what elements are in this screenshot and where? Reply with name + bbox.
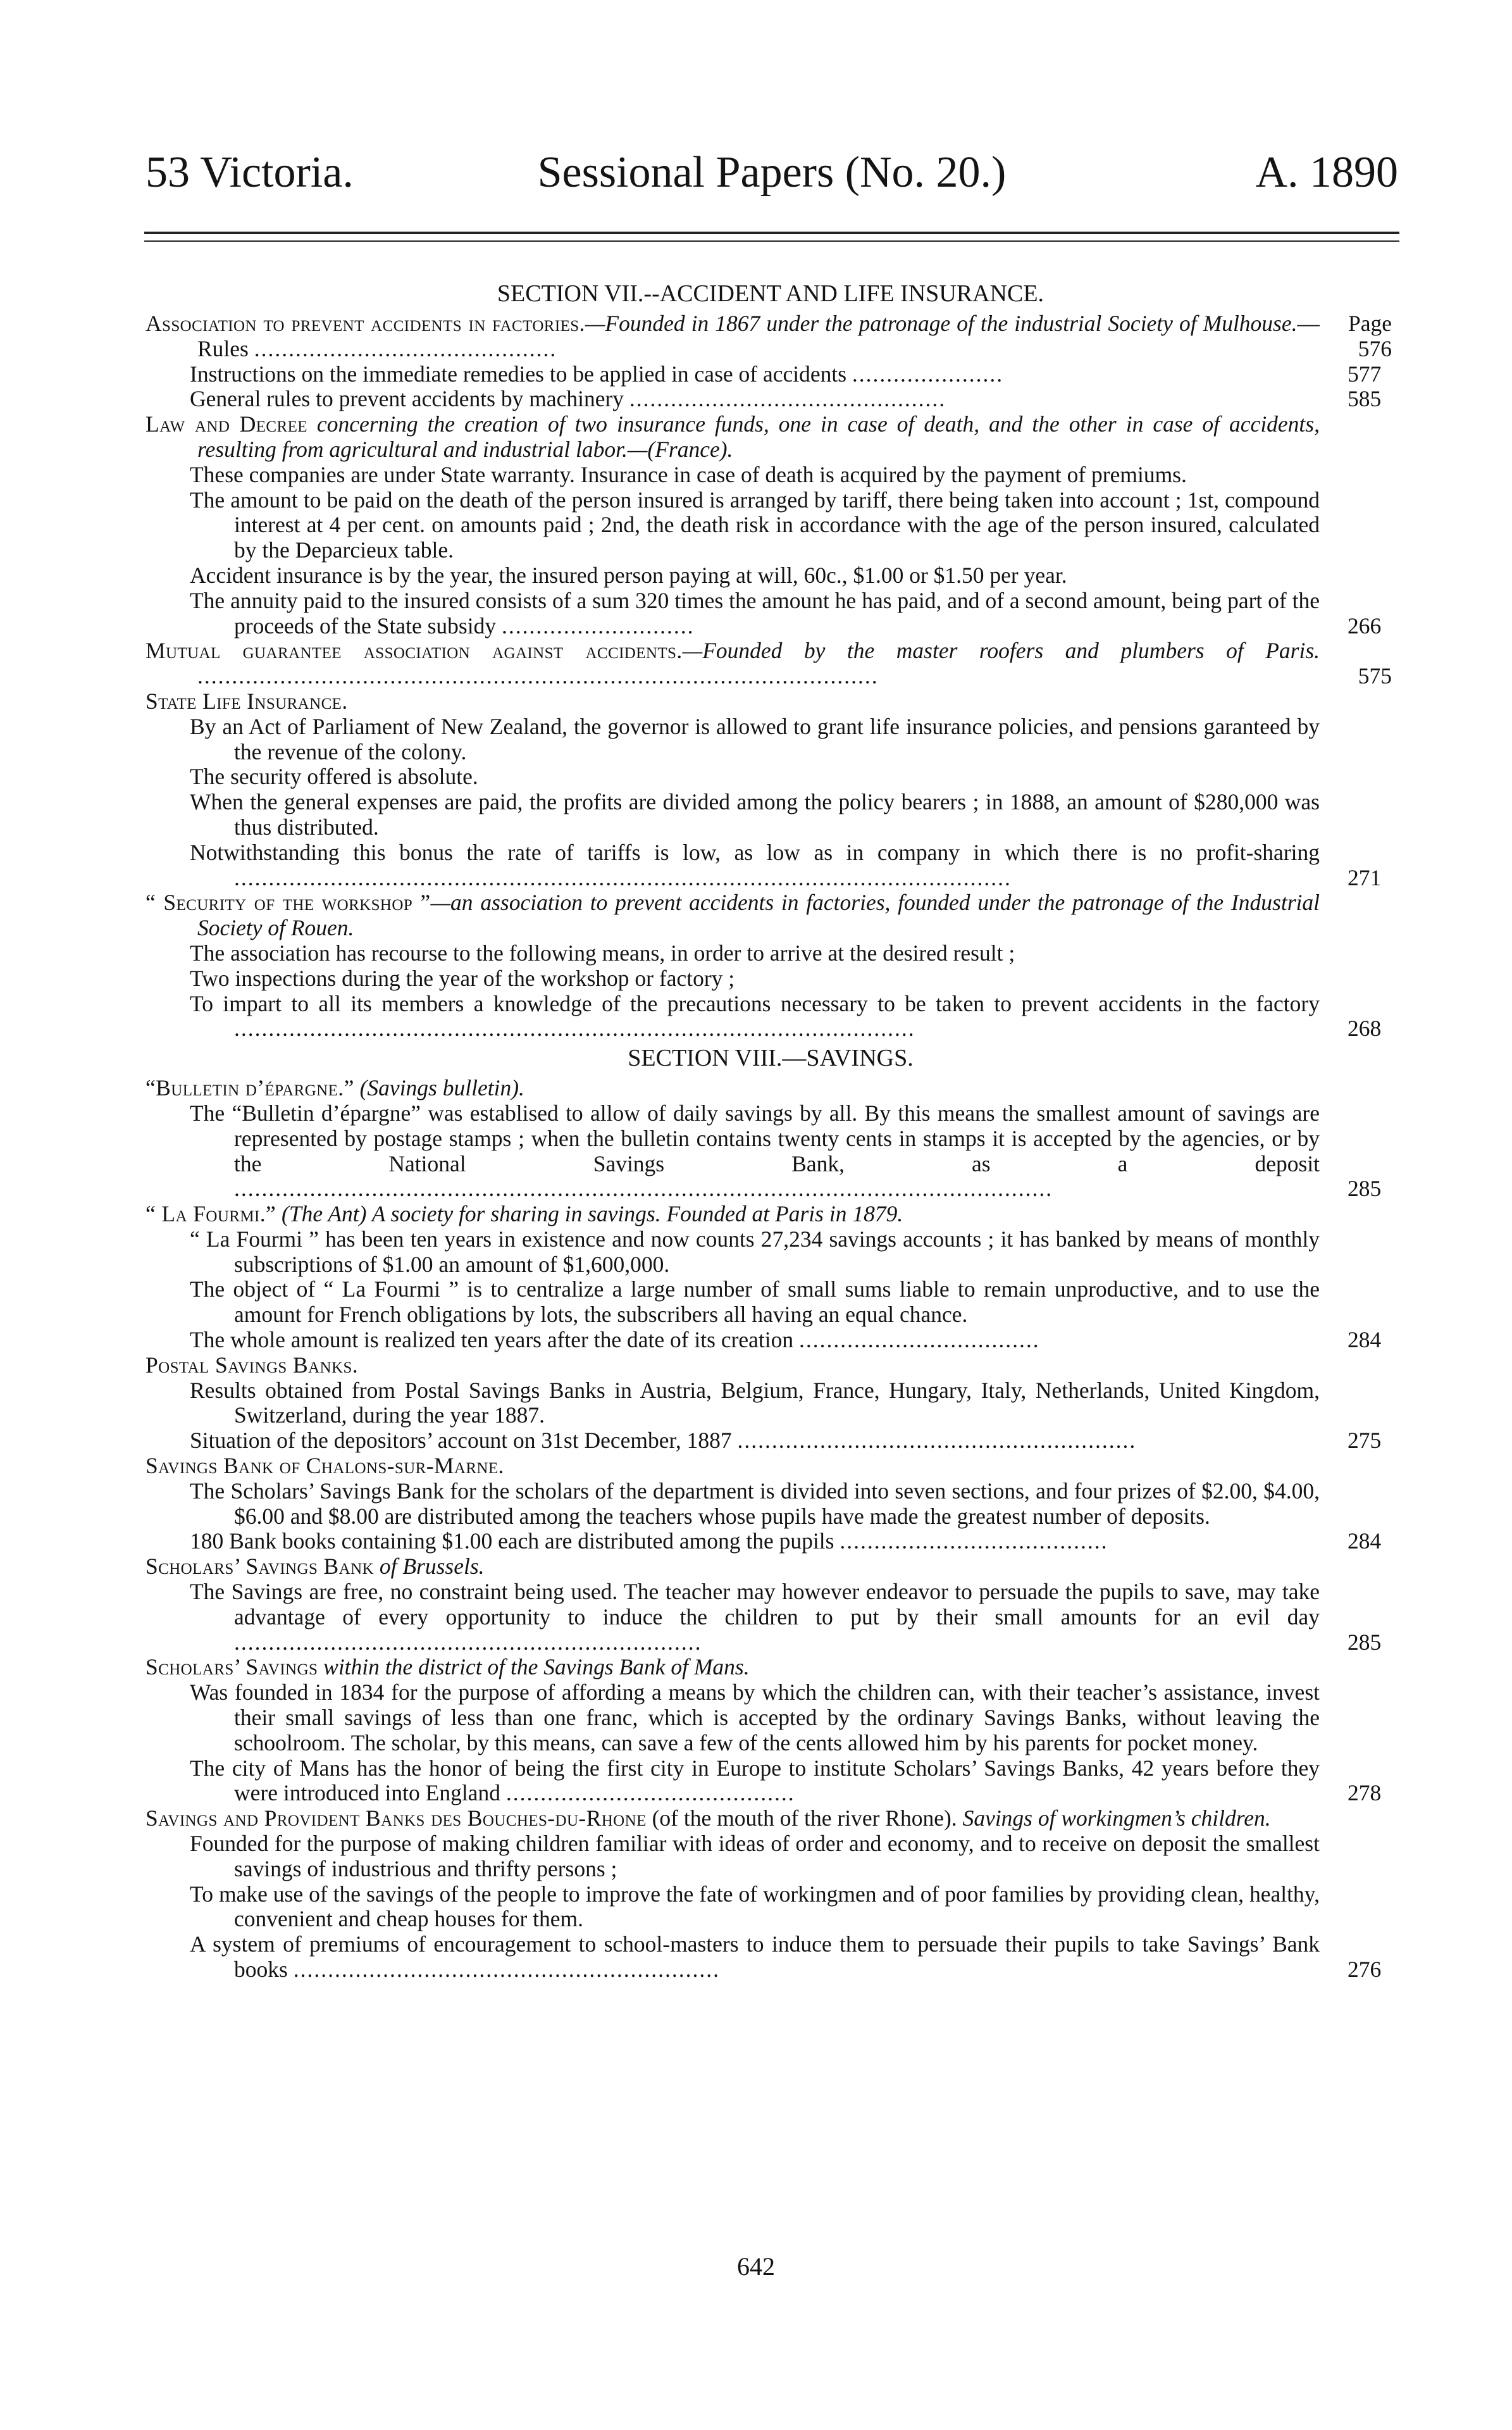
entry-line: The Savings are free, no constraint being used. The teacher may however endeavor to persuade the pupils to save, may take advantage of every opportunity to induce the children to put by their small amounts for an evil day	[190, 1579, 1320, 1629]
entry-line: A system of premiums of encouragement to school-masters to induce them to persuade their pupils to take Savings’ Bank books	[190, 1931, 1320, 1982]
entry-line: Situation of the depositors’ account on 31st December, 1887	[190, 1428, 732, 1454]
index-entry-bulletin-epargne: “Bulletin d’épargne.” (Savings bulletin). The “Bulletin d’épargne” was establised to allow of daily savings by all. By this means the smallest amount of savings are represented by postage stamps ; when the bulletin contains twenty cents in stamps it is accepted by the agencies, or by the National Savings Bank, as a deposit ....................................................................................................................... 285	[146, 1075, 1382, 1202]
entry-tail: —Rules	[197, 311, 1320, 361]
entry-line: Founded for the purpose of making children familiar with ideas of order and economy, and to receive on deposit the smallest savings of industrious and thrifty persons ;	[190, 1831, 1320, 1881]
index-entry-la-fourmi: “ La Fourmi.” (The Ant) A society for sharing in savings. Founded at Paris in 1879. “ La Fourmi ” has been ten years in existence and now counts 27,234 savings accounts ; it has banked by means of monthly subscriptions of $1.00 an amount of $1,600,000. The object of “ La Fourmi ” is to centralize a large number of small sums liable to remain unproductive, and to use the amount for French obligations by lots, the subscribers all having an equal chance. The whole amount is realized ten years after the date of its creation ................................... 284	[146, 1201, 1382, 1353]
index-entry-brussels-savings: Scholars’ Savings Bank of Brussels. The Savings are free, no constraint being used. The teacher may however endeavor to persuade the pupils to save, may take advantage of every opportunity to induce the children to put by their small amounts for an evil day .................................................................... 285	[146, 1554, 1382, 1655]
entry-line: The association has recourse to the following means, in order to arrive at the desired result ;	[190, 940, 1015, 966]
entry-title: “Bulletin d’épargne.”	[146, 1075, 354, 1101]
entry-subtitle: —Founded in 1867 under the patronage of the industrial Society of Mulhouse.	[585, 311, 1298, 336]
entry-subtitle: Savings of workingmen’s children.	[957, 1805, 1271, 1831]
index-entry-accident-prevention: Page Association to prevent accidents in factories.—Founded in 1867 under the patronage of the industrial Society of Mulhouse.—Rules ............................................ 576 Instructions on the immediate remedies to be applied in case of accidents ...................... 577 General rules to prevent accidents by machinery .............................................. 585	[146, 311, 1392, 412]
entry-line: The whole amount is realized ten years after the date of its creation	[190, 1327, 794, 1353]
entry-line: The amount to be paid on the death of the person insured is arranged by tariff, there being taken into account ; 1st, compound interest at 4 per cent. on amounts paid ; 2nd, the death risk in accordance with the age of the person insured, calculated by the Deparcieux table.	[190, 487, 1320, 563]
entry-line: Results obtained from Postal Savings Banks in Austria, Belgium, France, Hungary, Italy, Netherlands, United Kingdom, Switzerland, during the year 1887.	[190, 1377, 1320, 1428]
entry-title: “ La Fourmi.”	[146, 1201, 276, 1227]
section-heading-viii: SECTION VIII.—SAVINGS.	[628, 1045, 914, 1072]
entry-line: The city of Mans has the honor of being the first city in Europe to institute Scholars’ Savings Banks, 42 years before they were introduced into England	[190, 1755, 1320, 1806]
entry-title: Mutual guarantee association against accidents.	[146, 638, 683, 664]
index-entry-chalons-savings: Savings Bank of Chalons-sur-Marne. The Scholars’ Savings Bank for the scholars of the department is divided into seven sections, and four prizes of $2.00, $4.00, $6.00 and $8.00 are distributed among the teachers whose pupils have made the greatest number of deposits. 180 Bank books containing $1.00 each are distributed among the pupils ....................................... 284	[146, 1453, 1382, 1554]
entry-title: Savings and Provident Banks des Bouches-du-Rhone	[146, 1805, 647, 1831]
entry-line: 180 Bank books containing $1.00 each are distributed among the pupils	[190, 1528, 834, 1554]
entry-line: Instructions on the immediate remedies to be applied in case of accidents	[190, 361, 847, 387]
index-entry-mutual-guarantee: Mutual guarantee association against accidents.—Founded by the master roofers and plumbers of Paris. ................................................................................................... 575	[146, 638, 1392, 689]
entry-title: Scholars’ Savings Bank	[146, 1554, 374, 1580]
entry-title: Postal Savings Banks.	[146, 1352, 359, 1378]
entry-line: The “Bulletin d’épargne” was establised to allow of daily savings by all. By this means the smallest amount of savings are represented by postage stamps ; when the bulletin contains twenty cents in stamps it is accepted by the agencies, or by the National Savings Bank, as a deposit	[190, 1100, 1320, 1176]
entry-line: Accident insurance is by the year, the insured person paying at will, 60c., $1.00 or $1.50 per year.	[190, 562, 1067, 588]
page-ref: 575	[1358, 663, 1392, 689]
index-content	[146, 277, 1396, 1983]
entry-title: Law and Decree	[146, 411, 307, 437]
entry-subtitle: concerning the creation of two insurance funds, one in case of death, and the other in case of accidents, resulting from agricultural and industrial labor.—(France).	[197, 411, 1320, 462]
entry-subtitle: —an association to prevent accidents in factories, founded under the patronage of the Industrial Society of Rouen.	[197, 890, 1320, 941]
entry-line: By an Act of Parliament of New Zealand, the governor is allowed to grant life insurance policies, and pensions garanteed by the revenue of the colony.	[190, 713, 1320, 764]
entry-line: To make use of the savings of the people to improve the fate of workingmen and of poor families by providing clean, healthy, convenient and cheap houses for them.	[190, 1881, 1320, 1932]
entry-subtitle: within the district of the Savings Bank of Mans.	[318, 1654, 750, 1680]
entry-line: When the general expenses are paid, the profits are divided among the policy bearers ; in 1888, an amount of $280,000 was thus distributed.	[190, 789, 1320, 840]
entry-title: “ Security of the workshop ”	[146, 890, 431, 916]
entry-line: General rules to prevent accidents by machinery	[190, 386, 624, 412]
entry-tail: (of the mouth of the river Rhone).	[646, 1805, 957, 1831]
entry-subtitle: (Savings bulletin).	[354, 1075, 524, 1101]
index-entry-bouches-du-rhone: Savings and Provident Banks des Bouches-du-Rhone (of the mouth of the river Rhone). Savings of workingmen’s children. Founded for the purpose of making children familiar with ideas of order and economy, and to receive on deposit the smallest savings of industrious and thrifty persons ; To make use of the savings of the people to improve the fate of workingmen and of poor families by providing clean, healthy, convenient and cheap houses for them. A system of premiums of encouragement to school-masters to induce them to persuade their pupils to take Savings’ Bank books .............................................................. 276	[146, 1805, 1382, 1982]
entry-title: Association to prevent accidents in factories.	[146, 311, 585, 336]
entry-line: To impart to all its members a knowledge of the precautions necessary to be taken to prevent accidents in the factory	[190, 990, 1320, 1016]
index-entry-mans-savings: Scholars’ Savings within the district of the Savings Bank of Mans. Was founded in 1834 for the purpose of affording a means by which the children can, with their teacher’s assistance, invest their small savings of less than one franc, which is accepted by the ordinary Savings Banks, without leaving the schoolroom. The scholar, by this means, can save a few of the cents allowed him by his parents for pocket money. The city of Mans has the honor of being the first city in Europe to institute Scholars’ Savings Banks, 42 years before they were introduced into England .......................................... 278	[146, 1654, 1382, 1806]
page-number: 642	[737, 2252, 775, 2281]
entry-subtitle: (The Ant) A society for sharing in savings. Founded at Paris in 1879.	[276, 1201, 903, 1227]
section-heading-vii: SECTION VII.--ACCIDENT AND LIFE INSURANCE.	[497, 280, 1044, 307]
entry-subtitle: of Brussels.	[373, 1554, 485, 1580]
header-year: A. 1890	[1255, 148, 1398, 197]
header-rule-thin	[144, 240, 1399, 242]
running-header	[146, 138, 1398, 208]
entry-line: The annuity paid to the insured consists of a sum 320 times the amount he has paid, and of a second amount, being part of the proceeds of the State subsidy	[190, 587, 1320, 639]
entry-line: The security offered is absolute.	[190, 764, 478, 790]
entry-line: The Scholars’ Savings Bank for the scholars of the department is divided into seven sections, and four prizes of $2.00, $4.00, $6.00 and $8.00 are distributed among the teachers whose pupils have made the greatest number of deposits.	[190, 1478, 1320, 1529]
header-volume: 53 Victoria.	[146, 148, 354, 197]
index-entry-state-life-insurance: State Life Insurance. By an Act of Parliament of New Zealand, the governor is allowed to grant life insurance policies, and pensions garanteed by the revenue of the colony. The security offered is absolute. When the general expenses are paid, the profits are divided among the policy bearers ; in 1888, an amount of $280,000 was thus distributed. Notwithstanding this bonus the rate of tariffs is low, as low as in company in which there is no profit-sharing ................................................................................................................. 271	[146, 688, 1382, 890]
entry-line: “ La Fourmi ” has been ten years in existence and now counts 27,234 savings accounts ; it has banked by means of monthly subscriptions of $1.00 an amount of $1,600,000.	[190, 1226, 1320, 1277]
index-entry-postal-savings: Postal Savings Banks. Results obtained from Postal Savings Banks in Austria, Belgium, France, Hungary, Italy, Netherlands, United Kingdom, Switzerland, during the year 1887. Situation of the depositors’ account on 31st December, 1887 .......................................................... 275	[146, 1352, 1382, 1454]
index-entry-security-workshop: “ Security of the workshop ”—an association to prevent accidents in factories, founded under the patronage of the Industrial Society of Rouen. The association has recourse to the following means, in order to arrive at the desired result ; Two inspections during the year of the workshop or factory ; To impart to all its members a knowledge of the precautions necessary to be taken to prevent accidents in the factory ................................................................................................... 268	[146, 890, 1382, 1042]
entry-subtitle: —Founded by the master roofers and plumbers of Paris.	[682, 638, 1320, 664]
entry-title: State Life Insurance.	[146, 688, 348, 714]
entry-line: Two inspections during the year of the workshop or factory ;	[190, 965, 735, 991]
entry-line: These companies are under State warranty. Insurance in case of death is acquired by the payment of premiums.	[190, 461, 1187, 487]
entry-title: Scholars’ Savings	[146, 1654, 318, 1680]
page-ref: 576	[1358, 335, 1392, 361]
header-title: Sessional Papers (No. 20.)	[537, 148, 1007, 197]
entry-line: Notwithstanding this bonus the rate of tariffs is low, as low as in company in which there is no profit-sharing	[190, 839, 1320, 865]
index-entry-law-decree: Law and Decree concerning the creation of two insurance funds, one in case of death, and the other in case of accidents, resulting from agricultural and industrial labor.—(France). These companies are under State warranty. Insurance in case of death is acquired by the payment of premiums. The amount to be paid on the death of the person insured is arranged by tariff, there being taken into account ; 1st, compound interest at 4 per cent. on amounts paid ; 2nd, the death risk in accordance with the age of the person insured, calculated by the Deparcieux table. Accident insurance is by the year, the insured person paying at will, 60c., $1.00 or $1.50 per year. The annuity paid to the insured consists of a sum 320 times the amount he has paid, and of a second amount, being part of the proceeds of the State subsidy ............................ 266	[146, 411, 1382, 639]
header-rule-thick	[144, 232, 1399, 234]
entry-line: Was founded in 1834 for the purpose of affording a means by which the children can, with their teacher’s assistance, invest their small savings of less than one franc, which is accepted by the ordinary Savings Banks, without leaving the schoolroom. The scholar, by this means, can save a few of the cents allowed him by his parents for pocket money.	[190, 1679, 1320, 1755]
entry-title: Savings Bank of Chalons-sur-Marne.	[146, 1453, 504, 1479]
entry-line: The object of “ La Fourmi ” is to centralize a large number of small sums liable to remain unproductive, and to use the amount for French obligations by lots, the subscribers all having an equal chance.	[190, 1276, 1320, 1328]
page-column-label: Page	[1348, 311, 1392, 336]
